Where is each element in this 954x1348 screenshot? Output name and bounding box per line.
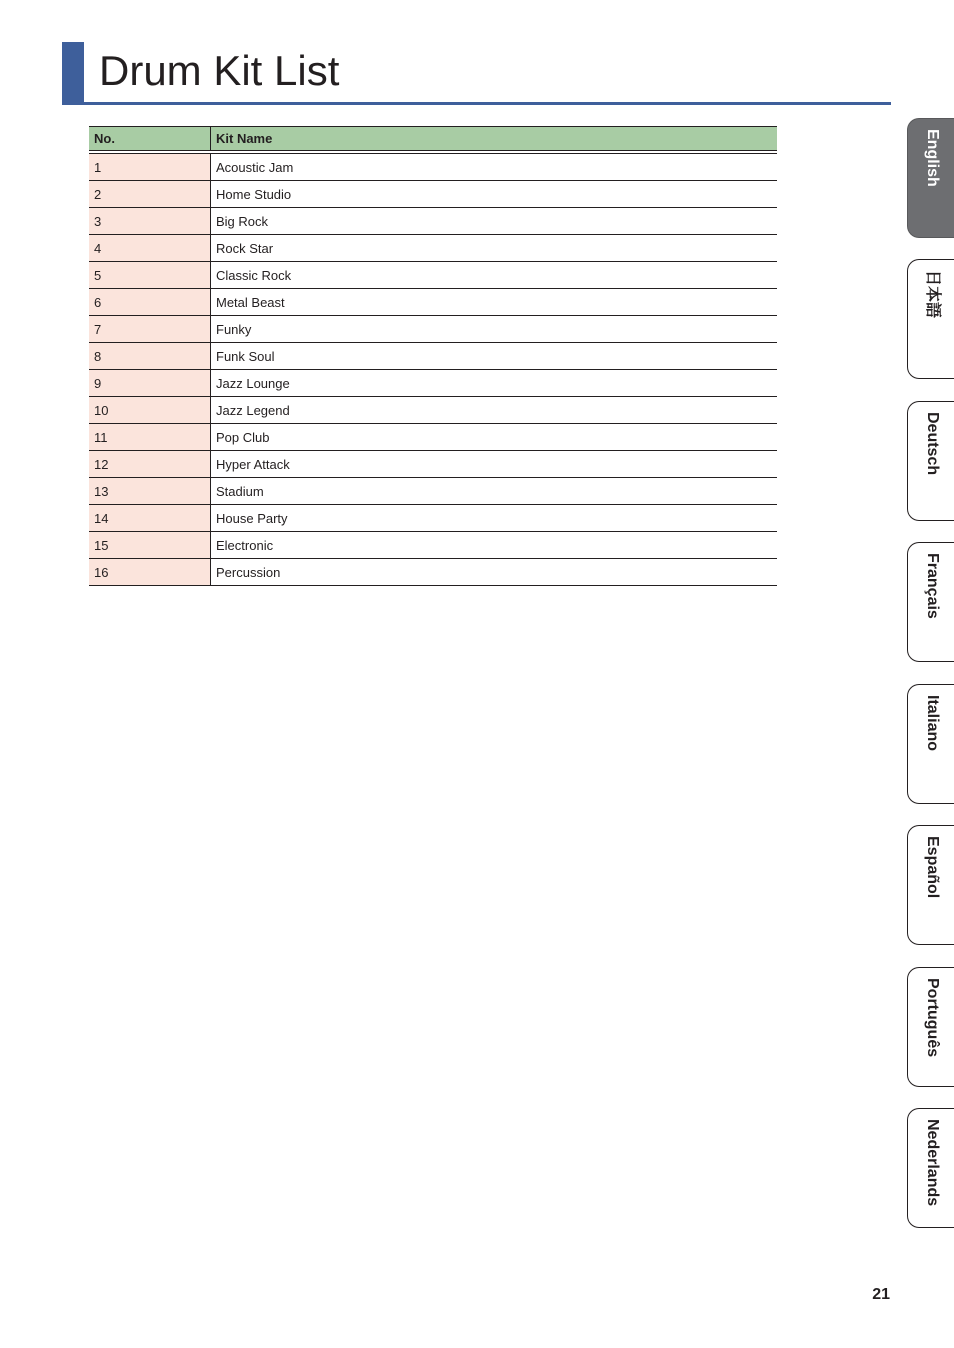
kit-number: 1 xyxy=(89,154,211,180)
kit-name: Percussion xyxy=(216,564,281,580)
kit-number: 4 xyxy=(89,235,211,261)
kit-name: Home Studio xyxy=(216,186,292,202)
kit-name: Jazz Legend xyxy=(216,402,290,418)
drum-kit-table xyxy=(89,126,777,586)
table-row xyxy=(89,424,777,451)
kit-number: 9 xyxy=(89,370,211,396)
header-no: No. xyxy=(89,127,211,150)
tab-label: English xyxy=(924,129,941,187)
kit-name: Hyper Attack xyxy=(216,456,290,472)
table-row xyxy=(89,181,777,208)
table-row xyxy=(89,316,777,343)
tab-japanese[interactable] xyxy=(907,259,954,379)
title-accent-bar xyxy=(62,42,84,105)
table-row xyxy=(89,370,777,397)
kit-number: 11 xyxy=(89,424,211,450)
kit-number: 16 xyxy=(89,559,211,585)
table-row xyxy=(89,154,777,181)
kit-name: Funky xyxy=(216,321,252,337)
kit-name: Acoustic Jam xyxy=(216,159,294,175)
tab-label: Français xyxy=(924,553,941,619)
kit-number: 7 xyxy=(89,316,211,342)
tab-portugues[interactable] xyxy=(907,967,954,1087)
tab-francais[interactable] xyxy=(907,542,954,662)
kit-name: Rock Star xyxy=(216,240,274,256)
kit-number: 15 xyxy=(89,532,211,558)
table-body xyxy=(89,154,777,586)
kit-number: 2 xyxy=(89,181,211,207)
kit-number: 14 xyxy=(89,505,211,531)
page-title: Drum Kit List xyxy=(99,47,340,94)
table-header-row xyxy=(89,126,777,151)
kit-number: 3 xyxy=(89,208,211,234)
kit-name: Pop Club xyxy=(216,429,270,445)
table-row xyxy=(89,262,777,289)
table-row xyxy=(89,559,777,586)
tab-nederlands[interactable] xyxy=(907,1108,954,1228)
tab-label: Español xyxy=(924,836,941,899)
kit-number: 6 xyxy=(89,289,211,315)
tab-deutsch[interactable] xyxy=(907,401,954,521)
title-underline xyxy=(62,102,891,105)
page-number: 21 xyxy=(872,1286,890,1303)
tab-label: 日本語 xyxy=(924,270,941,319)
kit-name: Jazz Lounge xyxy=(216,375,290,391)
tab-label: Deutsch xyxy=(924,412,941,476)
table-row xyxy=(89,208,777,235)
tab-english[interactable] xyxy=(907,118,954,238)
kit-name: Electronic xyxy=(216,537,274,553)
kit-name: Stadium xyxy=(216,483,264,499)
table-row xyxy=(89,505,777,532)
table-row xyxy=(89,397,777,424)
kit-name: Classic Rock xyxy=(216,267,292,283)
table-row xyxy=(89,478,777,505)
kit-number: 10 xyxy=(89,397,211,423)
kit-name: Metal Beast xyxy=(216,294,285,310)
table-row xyxy=(89,343,777,370)
tab-label: Italiano xyxy=(924,695,941,752)
kit-name: Funk Soul xyxy=(216,348,275,364)
kit-number: 13 xyxy=(89,478,211,504)
tab-espanol[interactable] xyxy=(907,825,954,945)
kit-number: 8 xyxy=(89,343,211,369)
kit-name: Big Rock xyxy=(216,213,269,229)
tab-italiano[interactable] xyxy=(907,684,954,804)
kit-name: House Party xyxy=(216,510,288,526)
table-row xyxy=(89,289,777,316)
tab-label: Português xyxy=(924,978,941,1058)
kit-number: 5 xyxy=(89,262,211,288)
kit-number: 12 xyxy=(89,451,211,477)
table-row xyxy=(89,235,777,262)
table-row xyxy=(89,451,777,478)
table-row xyxy=(89,532,777,559)
tab-label: Nederlands xyxy=(924,1119,941,1207)
header-kit-name: Kit Name xyxy=(216,131,273,146)
